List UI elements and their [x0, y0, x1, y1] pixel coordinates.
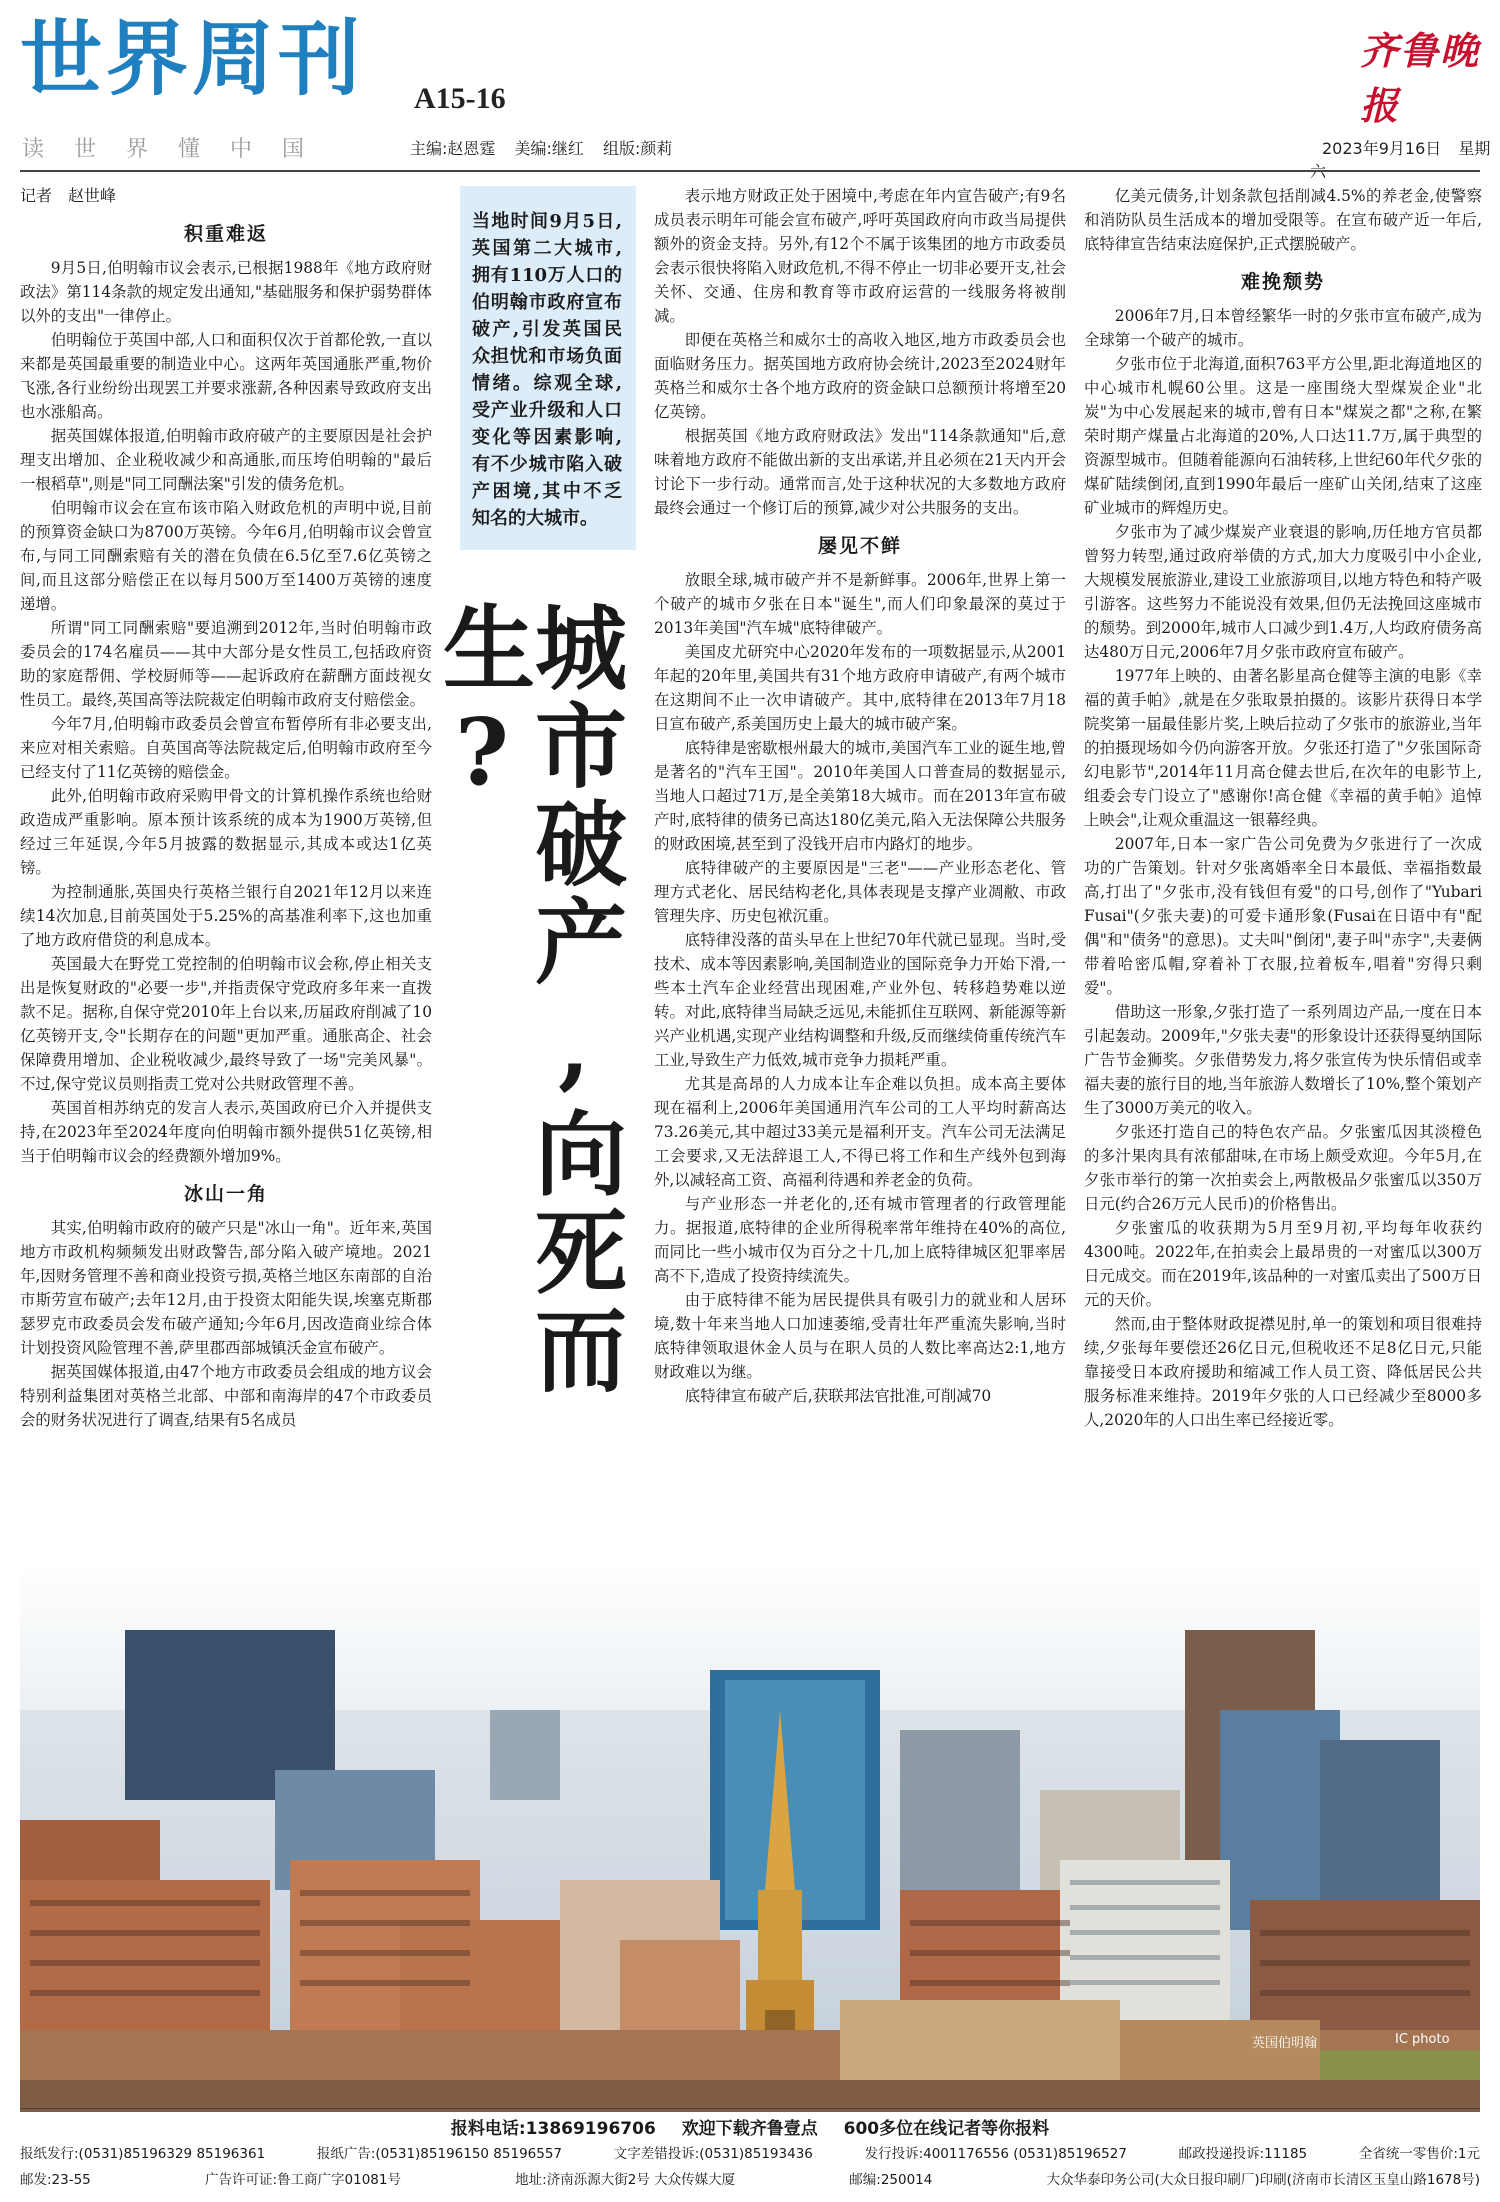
postal-complaint: 邮政投递投诉:11185 — [1178, 2146, 1308, 2162]
retail-price: 全省统一零售价:1元 — [1358, 2146, 1480, 2162]
paragraph: 由于底特律不能为居民提供具有吸引力的就业和人居环境,数十年来当地人口加速萎缩,受青壮年严重流失影响,当时底特律领取退休金人员与在职人员的人数比率高达2:1,地方财政难以为继。 — [654, 1291, 1066, 1381]
dateline — [1310, 136, 1500, 182]
download-prompt: 欢迎下载齐鲁壹点 — [681, 2119, 818, 2139]
news-hotline: 报料电话:13869196706 — [450, 2119, 656, 2139]
paragraph: 即便在英格兰和威尔士的高收入地区,地方市政委员会也面临财务压力。据英国地方政府协会统计,2023至2024财年英格兰和威尔士各个地方政府的资金缺口总额预计将增至20亿英镑。 — [654, 331, 1066, 421]
headline: 城市破产,向死而生? — [428, 600, 628, 1400]
issue-weekday: 星期 — [1458, 139, 1491, 158]
section-heading: 难挽颓势 — [1240, 271, 1325, 293]
delivery-phone: 发行投诉:4001176556 (0531)85196527 — [864, 2146, 1127, 2162]
paragraph: 所谓"同工同酬索赔"要追溯到2012年,当时伯明翰市政委员会的174名雇员——其中大部分是女性员工,包括政府资助的家庭帮佣、学校厨师等——起诉政府在薪酬方面歧视女性员工。最终,英国高等法院裁定伯明翰市政府支付赔偿金。 — [20, 619, 432, 709]
paragraph: 今年7月,伯明翰市政委员会曾宣布暂停所有非必要支出,来应对相关索赔。自英国高等法院裁定后,伯明翰市政府至今已经支付了11亿英镑的赔偿金。 — [20, 715, 432, 781]
issue-date: 2023年9月16日 — [1322, 139, 1442, 158]
designer: 美编:继红 — [514, 139, 584, 158]
paragraph: 伯明翰位于英国中部,人口和面积仅次于首都伦敦,一直以来都是英国最重要的制造业中心。这两年英国通胀严重,物价飞涨,各行业纷纷出现罢工并要求涨薪,各种因素导致政府支出也水涨船高。 — [20, 331, 432, 421]
paragraph: 据英国媒体报道,由47个地方市政委员会组成的地方议会特别利益集团对英格兰北部、中部和南海岸的47个市政委员会的财务状况进行了调查,结果有5名成员 — [20, 1363, 432, 1429]
footer-publisher-row — [20, 2168, 1480, 2188]
printer: 大众华泰印务公司(大众日报印刷厂)印刷(济南市长清区玉皇山路1678号) — [1046, 2172, 1480, 2188]
skyline-illustration — [20, 1560, 1480, 2112]
article-column-3 — [1084, 184, 1482, 1432]
paragraph: 夕张蜜瓜的收获期为5月至9月初,平均每年收获约4300吨。2022年,在拍卖会上最昂贵的一对蜜瓜以300万日元成交。而在2019年,该品种的一对蜜瓜卖出了500万日元的天价。 — [1084, 1219, 1482, 1309]
paragraph: 夕张市位于北海道,面积763平方公里,距北海道地区的中心城市札幌60公里。这是一座围绕大型煤炭企业"北炭"为中心发展起来的城市,曾有日本"煤炭之都"之称,在繁荣时期产煤量占北海道的20%,人口达11.7万,属于典型的资源型城市。但随着能源向石油转移,上世纪60年代夕张的煤矿陆续倒闭,直到1990年最后一座矿山关闭,结束了这座矿业城市的辉煌历史。 — [1084, 355, 1482, 517]
newspaper-logo: 齐鲁晚报 — [1360, 28, 1481, 128]
masthead-title: 世界周刊 — [20, 11, 365, 107]
address: 地址:济南泺源大街2号 大众传媒大厦 — [515, 2172, 736, 2188]
paragraph: 亿美元债务,计划条款包括削减4.5%的养老金,使警察和消防队员生活成本的增加受限等。在宣布破产近一年后,底特律宣告结束法庭保护,正式摆脱破产。 — [1084, 187, 1482, 253]
ads-phone: 报纸广告:(0531)85196150 85196557 — [316, 2146, 563, 2162]
paragraph: 2006年7月,日本曾经繁华一时的夕张市宣布破产,成为全球第一个破产的城市。 — [1084, 307, 1482, 349]
paragraph: 其实,伯明翰市政府的破产只是"冰山一角"。近年来,英国地方市政机构频频发出财政警告,部分陷入破产境地。2021年,因财务管理不善和商业投资亏损,英格兰地区东南部的自治市斯劳宣布破产;去年12月,由于投资太阳能失误,埃塞克斯郡瑟罗克市政委员会发布破产通知;今年6月,因改造商业综合体计划投资风险管理不善,萨里郡西部城镇沃金宣布破产。 — [20, 1219, 432, 1357]
header-rule — [20, 170, 1480, 172]
birmingham-skyline-photo — [20, 1560, 1480, 2112]
photo-caption: 英国伯明翰 — [1252, 2036, 1318, 2051]
paragraph: 据英国媒体报道,伯明翰市政府破产的主要原因是社会护理支出增加、企业税收减少和高通胀,而压垮伯明翰的"最后一根稻草",则是"同工同酬法案"引发的债务危机。 — [20, 427, 432, 493]
editor-credits — [410, 136, 686, 159]
reporters-prompt: 600多位在线记者等你报料 — [843, 2119, 1050, 2139]
editor: 主编:赵恩霆 — [410, 139, 496, 158]
article-column-2 — [654, 184, 1066, 1408]
paragraph: 底特律宣布破产后,获联邦法官批准,可削减70 — [684, 1387, 992, 1405]
paragraph: 伯明翰市议会在宣布该市陷入财政危机的声明中说,目前的预算资金缺口为8700万英镑。今年6月,伯明翰市议会曾宣布,与同工同酬索赔有关的潜在负债在6.5亿至7.6亿英镑之间,而且这部分赔偿正在以每月500万至1400万英镑的速度递增。 — [20, 499, 432, 613]
footer-hotline-row — [20, 2114, 1480, 2139]
page-number: A15-16 — [414, 82, 506, 115]
photo-credit: IC photo — [1395, 2032, 1450, 2047]
paragraph: 底特律破产的主要原因是"三老"——产业形态老化、管理方式老化、居民结构老化,具体表现是支撑产业凋敝、市政管理失序、历史包袱沉重。 — [654, 859, 1066, 925]
paragraph: 根据英国《地方政府财政法》发出"114条款通知"后,意味着地方政府不能做出新的支出承诺,并且必须在21天内开会讨论下一步行动。通常而言,处于这种状况的大多数地方政府最终会通过一个修订后的预算,减少对公共服务的支出。 — [654, 427, 1066, 517]
reporter-byline: 记者 赵世峰 — [20, 186, 117, 205]
section-heading: 冰山一角 — [183, 1183, 268, 1205]
paragraph: 然而,由于整体财政捉襟见肘,单一的策划和项目很难持续,夕张每年要偿还26亿日元,但税收还不足8亿日元,只能靠接受日本政府援助和缩减工作人员工资、降低居民公共服务标准来维持。2019年夕张的人口已经减少至8000多人,2020年的人口出生率已经接近零。 — [1084, 1315, 1482, 1429]
section-heading: 积重难返 — [183, 223, 268, 245]
footer-contacts-row — [20, 2142, 1480, 2162]
paragraph: 借助这一形象,夕张打造了一系列周边产品,一度在日本引起轰动。2009年,"夕张夫妻"的形象设计还获得戛纳国际广告节金狮奖。夕张借势发力,将夕张宣传为快乐情侣或幸福夫妻的旅行目的地,当年旅游人数增长了10%,整个策划产生了3000万美元的收入。 — [1084, 1003, 1482, 1117]
paragraph: 2007年,日本一家广告公司免费为夕张进行了一次成功的广告策划。针对夕张离婚率全日本最低、幸福指数最高,打出了"夕张市,没有钱但有爱"的口号,创作了"Yubari Fusai"(夕张夫妻)的可爱卡通形象(Fusai在日语中有"配偶"和"债务"的意思)。丈夫叫"倒闭",妻子叫"赤字",夫妻俩带着哈密瓜帽,穿着补丁衣服,拉着板车,唱着"穷得只剩爱"。 — [1084, 835, 1482, 997]
distribution-phone: 报纸发行:(0531)85196329 85196361 — [20, 2146, 266, 2162]
paragraph: 与产业形态一并老化的,还有城市管理者的行政管理能力。据报道,底特律的企业所得税率常年维持在40%的高位,而同比一些小城市仅为百分之十几,加上底特律城区犯罪率居高不下,造成了投资持续流失。 — [654, 1195, 1066, 1285]
paragraph: 底特律没落的苗头早在上世纪70年代就已显现。当时,受技术、成本等因素影响,美国制造业的国际竞争力开始下滑,一些本土汽车企业经营出现困难,产业外包、转移趋势难以逆转。对此,底特律当局缺乏远见,未能抓住互联网、新能源等新兴产业机遇,实现产业结构调整和升级,反而继续倚重传统汽车工业,导致生产力低效,城市竞争力损耗严重。 — [654, 931, 1066, 1069]
paragraph: 9月5日,伯明翰市议会表示,已根据1988年《地方政府财政法》第114条款的规定发出通知,"基础服务和保护弱势群体以外的支出"一律停止。 — [20, 259, 432, 325]
paragraph: 为控制通胀,英国央行英格兰银行自2021年12月以来连续14次加息,目前英国处于5.25%的高基准利率下,这也加重了地方政府借贷的利息成本。 — [20, 883, 432, 949]
article-column-1 — [20, 184, 432, 1432]
complaints-phone: 文字差错投诉:(0531)85193436 — [613, 2146, 813, 2162]
section-heading: 屡见不鲜 — [817, 535, 902, 557]
paragraph: 美国皮尤研究中心2020年发布的一项数据显示,从2001年起的20年里,美国共有31个地方政府申请破产,有两个城市在这期间不止一次申请破产。其中,底特律在2013年7月18日宣布破产,系美国历史上最大的城市破产案。 — [654, 643, 1066, 733]
paragraph: 表示地方财政正处于困境中,考虑在年内宣告破产;有9名成员表示明年可能会宣布破产,呼吁英国政府向市政当局提供额外的资金支持。另外,有12个不属于该集团的地方市政委员会表示很快将陷入财政危机,不得不停止一切非必要开支,社会关怀、交通、住房和教育等市政府运营的一线服务将被削减。 — [654, 187, 1066, 325]
paragraph: 放眼全球,城市破产并不是新鲜事。2006年,世界上第一个破产的城市夕张在日本"诞生",而人们印象最深的莫过于2013年美国"汽车城"底特律破产。 — [654, 571, 1066, 637]
postal-code: 邮发:23-55 — [20, 2172, 91, 2188]
footer-rule — [20, 2108, 1480, 2109]
paragraph: 夕张还打造自己的特色农产品。夕张蜜瓜因其淡橙色的多汁果肉具有浓郁甜味,在市场上颇受欢迎。今年5月,在夕张市举行的第一次拍卖会上,两散极品夕张蜜瓜以350万日元(约合26万元人民币)的价格售出。 — [1084, 1123, 1482, 1213]
layout-editor: 组版:颜莉 — [603, 139, 673, 158]
paragraph: 英国最大在野党工党控制的伯明翰市议会称,停止相关支出是恢复财政的"必要一步",并指责保守党政府多年来一直拨款不足。据称,自保守党2010年上台以来,历届政府削减了10亿英镑开支,令"长期存在的问题"更加严重。通胀高企、社会保障费用增加、企业税收减少,最终导致了一场"完美风暴"。不过,保守党议员则指责工党对公共财政管理不善。 — [20, 955, 432, 1093]
paragraph: 1977年上映的、由著名影星高仓健等主演的电影《幸福的黄手帕》,就是在夕张取景拍摄的。该影片获得日本学院奖第一届最佳影片奖,上映后拉动了夕张市的旅游业,当年的拍摄现场如今仍向游客开放。夕张还打造了"夕张国际奇幻电影节",2014年11月高仓健去世后,在次年的电影节上,组委会专门设立了"感谢你!高仓健《幸福的黄手帕》追悼上映会",让观众重温这一银幕经典。 — [1084, 667, 1482, 829]
paragraph: 此外,伯明翰市政府采购甲骨文的计算机操作系统也给财政造成严重影响。原本预计该系统的成本为1900万英镑,但经过三年延误,今年5月披露的数据显示,其成本或达1亿英镑。 — [20, 787, 432, 877]
lede-box: 当地时间9月5日,英国第二大城市,拥有110万人口的伯明翰市政府宣布破产,引发英国民众担忧和市场负面情绪。综观全球,受产业升级和人口变化等因素影响,有不少城市陷入破产困境,其中不乏知名的大城市。 — [460, 186, 636, 550]
slogan: 读世界懂中国 — [22, 137, 335, 162]
paragraph: 尤其是高昂的人力成本让车企难以负担。成本高主要体现在福利上,2006年美国通用汽车公司的工人平均时薪高达73.26美元,其中超过33美元是福利开支。汽车公司无法满足工会要求,又无法辞退工人,不得已将工作和生产线外包到海外,以减轻高工资、高福利待遇和养老金的负荷。 — [654, 1075, 1066, 1189]
paragraph: 底特律是密歇根州最大的城市,美国汽车工业的诞生地,曾是著名的"汽车王国"。2010年美国人口普查局的数据显示,当地人口超过71万,是全美第18大城市。而在2013年宣布破产时,底特律的债务已高达180亿美元,陷入无法保障公共服务的财政困境,甚至到了没钱开启市内路灯的地步。 — [654, 739, 1066, 853]
zip-code: 邮编:250014 — [849, 2172, 933, 2188]
ad-license: 广告许可证:鲁工商广字01081号 — [204, 2172, 401, 2188]
paragraph: 夕张市为了减少煤炭产业衰退的影响,历任地方官员都曾努力转型,通过政府举债的方式,加大力度吸引中小企业,大规模发展旅游业,建设工业旅游项目,以地方特色和特产吸引游客。这些努力不能说没有效果,但仍无法挽回这座城市的颓势。到2000年,城市人口减少到1.4万,人均政府债务高达480万日元,2006年7月夕张市政府宣布破产。 — [1084, 523, 1482, 661]
paragraph: 英国首相苏纳克的发言人表示,英国政府已介入并提供支持,在2023年至2024年度向伯明翰市额外提供51亿英镑,相当于伯明翰市议会的经费额外增加9%。 — [20, 1099, 432, 1165]
